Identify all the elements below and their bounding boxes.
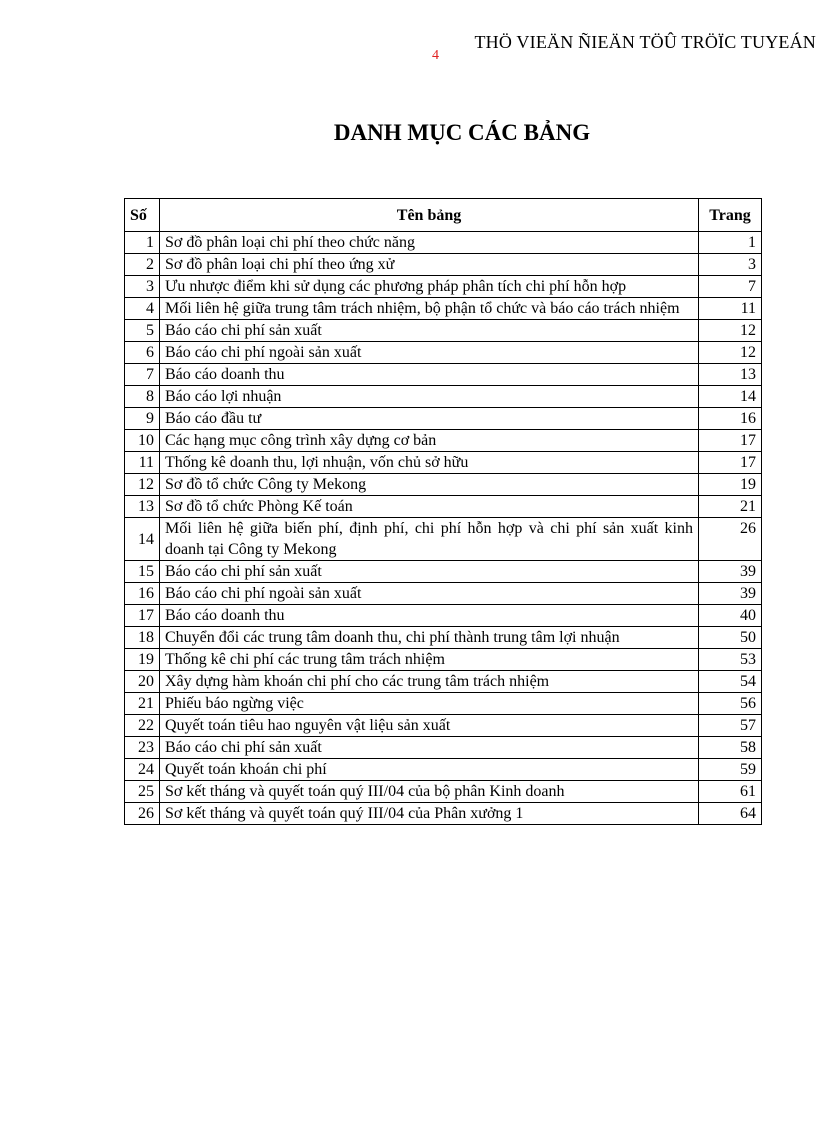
table-row [125, 386, 762, 408]
row-number: 8 [125, 386, 160, 408]
row-page: 26 [699, 518, 762, 561]
row-number: 24 [125, 759, 160, 781]
table-row [125, 452, 762, 474]
row-number: 18 [125, 627, 160, 649]
row-number: 19 [125, 649, 160, 671]
table-row [125, 781, 762, 803]
row-name: Ưu nhược điểm khi sử dụng các phương pháp phân tích chi phí hỗn hợp [160, 276, 699, 298]
row-number: 25 [125, 781, 160, 803]
row-number: 17 [125, 605, 160, 627]
row-number: 15 [125, 561, 160, 583]
table-row [125, 430, 762, 452]
table-row [125, 254, 762, 276]
row-number: 16 [125, 583, 160, 605]
row-name: Các hạng mục công trình xây dựng cơ bản [160, 430, 699, 452]
table-row [125, 561, 762, 583]
row-page: 3 [699, 254, 762, 276]
table-row [125, 320, 762, 342]
row-number: 12 [125, 474, 160, 496]
row-name: Quyết toán khoán chi phí [160, 759, 699, 781]
row-page: 12 [699, 320, 762, 342]
row-page: 17 [699, 452, 762, 474]
row-page: 7 [699, 276, 762, 298]
row-name: Chuyển đổi các trung tâm doanh thu, chi phí thành trung tâm lợi nhuận [160, 627, 699, 649]
row-page: 50 [699, 627, 762, 649]
row-name: Báo cáo chi phí sản xuất [160, 737, 699, 759]
row-number: 4 [125, 298, 160, 320]
table-row [125, 496, 762, 518]
row-name: Sơ đồ tổ chức Công ty Mekong [160, 474, 699, 496]
table-row [125, 759, 762, 781]
table-row [125, 583, 762, 605]
row-number: 10 [125, 430, 160, 452]
row-number: 22 [125, 715, 160, 737]
table-row [125, 232, 762, 254]
row-number: 9 [125, 408, 160, 430]
row-page: 59 [699, 759, 762, 781]
table-row [125, 715, 762, 737]
row-name: Sơ đồ phân loại chi phí theo chức năng [160, 232, 699, 254]
table-row [125, 518, 762, 561]
row-name: Sơ đồ phân loại chi phí theo ứng xử [160, 254, 699, 276]
row-number: 3 [125, 276, 160, 298]
row-page: 14 [699, 386, 762, 408]
column-header-name: Tên bảng [160, 199, 699, 232]
table-row [125, 364, 762, 386]
row-page: 17 [699, 430, 762, 452]
row-name: Sơ kết tháng và quyết toán quý III/04 của Phân xưởng 1 [160, 803, 699, 825]
row-page: 19 [699, 474, 762, 496]
column-header-number: Số [125, 199, 160, 232]
table-list [124, 198, 762, 825]
row-name: Báo cáo chi phí sản xuất [160, 320, 699, 342]
row-page: 40 [699, 605, 762, 627]
table-row [125, 342, 762, 364]
table-row [125, 649, 762, 671]
row-name: Báo cáo chi phí ngoài sản xuất [160, 342, 699, 364]
table-row [125, 671, 762, 693]
row-number: 6 [125, 342, 160, 364]
row-number: 5 [125, 320, 160, 342]
page-title: DANH MỤC CÁC BẢNG [333, 120, 591, 145]
table-row [125, 474, 762, 496]
row-name: Báo cáo đầu tư [160, 408, 699, 430]
row-page: 39 [699, 561, 762, 583]
row-number: 7 [125, 364, 160, 386]
row-number: 26 [125, 803, 160, 825]
row-name: Báo cáo doanh thu [160, 364, 699, 386]
row-page: 61 [699, 781, 762, 803]
table-body [125, 232, 762, 825]
row-number: 13 [125, 496, 160, 518]
row-page: 11 [699, 298, 762, 320]
row-page: 64 [699, 803, 762, 825]
row-name: Mối liên hệ giữa biến phí, định phí, chi phí hỗn hợp và chi phí sản xuất kinh doanh tại Công ty Mekong [160, 518, 699, 561]
row-page: 56 [699, 693, 762, 715]
row-number: 2 [125, 254, 160, 276]
row-page: 16 [699, 408, 762, 430]
row-name: Báo cáo doanh thu [160, 605, 699, 627]
row-page: 21 [699, 496, 762, 518]
row-number: 11 [125, 452, 160, 474]
table-row [125, 627, 762, 649]
table-row [125, 737, 762, 759]
table-row [125, 298, 762, 320]
table-row [125, 803, 762, 825]
row-name: Xây dựng hàm khoán chi phí cho các trung tâm trách nhiệm [160, 671, 699, 693]
row-page: 57 [699, 715, 762, 737]
row-name: Thống kê chi phí các trung tâm trách nhiệm [160, 649, 699, 671]
row-number: 20 [125, 671, 160, 693]
row-number: 23 [125, 737, 160, 759]
row-number: 1 [125, 232, 160, 254]
row-page: 1 [699, 232, 762, 254]
table-row [125, 276, 762, 298]
row-page: 58 [699, 737, 762, 759]
table-row [125, 408, 762, 430]
row-name: Sơ kết tháng và quyết toán quý III/04 của bộ phân Kinh doanh [160, 781, 699, 803]
row-page: 39 [699, 583, 762, 605]
row-name: Quyết toán tiêu hao nguyên vật liệu sản xuất [160, 715, 699, 737]
row-number: 14 [125, 518, 160, 561]
row-name: Báo cáo lợi nhuận [160, 386, 699, 408]
row-page: 13 [699, 364, 762, 386]
running-header: THÖ VIEÄN ÑIEÄN TÖÛ TRÖÏC TUYEÁN [474, 32, 816, 52]
row-name: Báo cáo chi phí ngoài sản xuất [160, 583, 699, 605]
row-name: Thống kê doanh thu, lợi nhuận, vốn chủ sở hữu [160, 452, 699, 474]
row-page: 54 [699, 671, 762, 693]
row-number: 21 [125, 693, 160, 715]
row-name: Sơ đồ tổ chức Phòng Kế toán [160, 496, 699, 518]
row-name: Mối liên hệ giữa trung tâm trách nhiệm, bộ phận tổ chức và báo cáo trách nhiệm [160, 298, 699, 320]
row-name: Phiếu báo ngừng việc [160, 693, 699, 715]
page-number: 4 [432, 48, 439, 63]
column-header-page: Trang [699, 199, 762, 232]
row-page: 53 [699, 649, 762, 671]
table-header-row [125, 199, 762, 232]
table-row [125, 605, 762, 627]
table-row [125, 693, 762, 715]
row-name: Báo cáo chi phí sản xuất [160, 561, 699, 583]
row-page: 12 [699, 342, 762, 364]
